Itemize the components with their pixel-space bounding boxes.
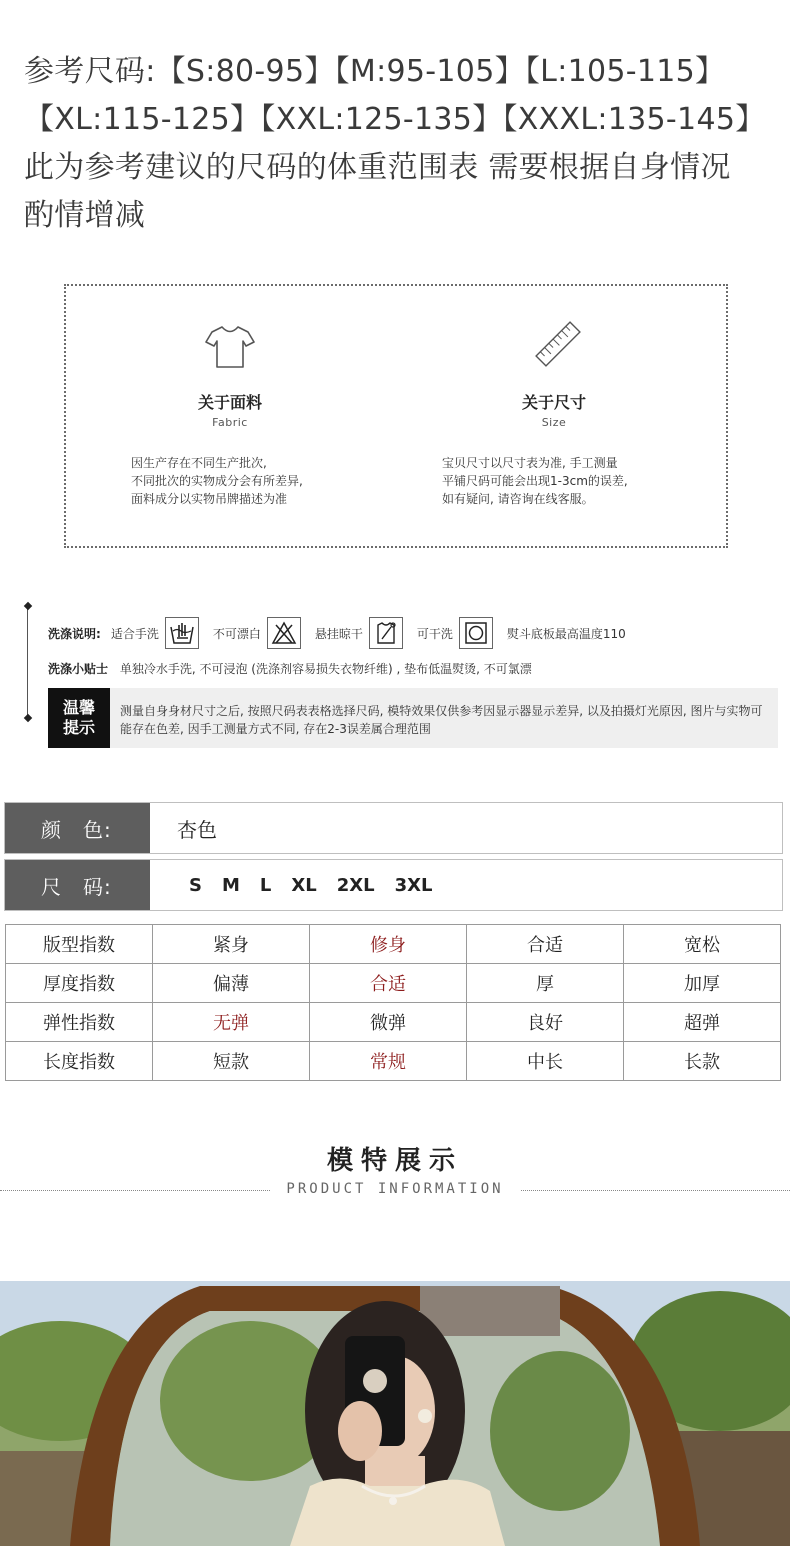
size-option: 2XL xyxy=(336,874,375,896)
diamond-icon xyxy=(24,602,32,610)
size-description xyxy=(442,454,628,508)
index-table xyxy=(5,924,781,1081)
index-option: 长款 xyxy=(624,1042,781,1081)
wash-tips xyxy=(48,660,532,677)
index-option: 微弹 xyxy=(310,1003,467,1042)
table-row xyxy=(6,925,781,964)
index-option: 加厚 xyxy=(624,964,781,1003)
hand-wash-icon xyxy=(165,617,199,649)
warm-tip-text: 测量自身身材尺寸之后, 按照尺码表表格选择尺码, 模特效果仅供参考因显示器显示差异, 以及拍摄灯光原因, 图片与实物可能存在色差, 因手工测量方式不同, 存在2-3误差属合理范围 xyxy=(120,704,763,736)
section-title: 模特展示 xyxy=(326,1146,463,1176)
wash-divider xyxy=(27,606,28,718)
size-row xyxy=(4,859,783,911)
size-values xyxy=(189,860,452,910)
iron-temperature: 熨斗底板最高温度110 xyxy=(506,626,626,641)
tshirt-icon xyxy=(204,324,256,370)
size-key: 尺 码: xyxy=(5,860,150,910)
index-table-body xyxy=(6,925,781,1081)
info-box xyxy=(64,284,728,548)
index-option: 紧身 xyxy=(153,925,310,964)
size-option: M xyxy=(221,874,240,896)
color-value: 杏色 xyxy=(177,817,217,842)
color-key: 颜 色: xyxy=(5,803,150,853)
index-key: 长度指数 xyxy=(6,1042,153,1081)
wash-instructions xyxy=(48,616,632,650)
wash-item-label: 适合手洗 xyxy=(110,626,159,641)
index-key: 厚度指数 xyxy=(6,964,153,1003)
fabric-title: 关于面料 xyxy=(197,393,262,412)
index-option-selected: 修身 xyxy=(310,925,467,964)
dry-clean-icon xyxy=(459,617,493,649)
index-option: 中长 xyxy=(467,1042,624,1081)
warm-tip-label-line: 提示 xyxy=(62,718,95,737)
index-key: 弹性指数 xyxy=(6,1003,153,1042)
index-option: 短款 xyxy=(153,1042,310,1081)
index-option: 偏薄 xyxy=(153,964,310,1003)
size-reference xyxy=(24,48,774,240)
index-option-selected: 合适 xyxy=(310,964,467,1003)
size-reference-note: 酌情增减 xyxy=(24,198,146,233)
index-key: 版型指数 xyxy=(6,925,153,964)
wash-item-label: 不可漂白 xyxy=(212,626,261,641)
index-option-selected: 无弹 xyxy=(153,1003,310,1042)
fabric-description xyxy=(131,454,303,508)
model-photo-image xyxy=(0,1281,790,1546)
table-row xyxy=(6,964,781,1003)
index-option: 合适 xyxy=(467,925,624,964)
wash-tips-label: 洗涤小贴士 xyxy=(48,662,109,676)
wash-label: 洗涤说明: xyxy=(48,626,101,641)
table-row xyxy=(6,1042,781,1081)
size-reference-line: 参考尺码:【S:80-95】【M:95-105】【L:105-115】 xyxy=(24,54,726,89)
index-option: 良好 xyxy=(467,1003,624,1042)
wash-tips-text: 单独冷水手洗, 不可浸泡 (洗涤剂容易损失衣物纤维) , 垫布低温熨烫, 不可氯漂 xyxy=(119,662,532,676)
hang-dry-icon xyxy=(369,617,403,649)
wash-item-label: 悬挂晾干 xyxy=(314,626,363,641)
fabric-line: 因生产存在不同生产批次, xyxy=(131,456,267,470)
size-line: 平铺尺码可能会出现1-3cm的误差, xyxy=(442,474,628,488)
warm-tip-label xyxy=(48,688,110,748)
warm-tip xyxy=(48,688,778,748)
no-bleach-icon xyxy=(267,617,301,649)
size-option: L xyxy=(259,874,272,896)
index-option: 宽松 xyxy=(624,925,781,964)
table-row xyxy=(6,1003,781,1042)
size-subtitle: Size xyxy=(541,416,567,429)
fabric-line: 面料成分以实物吊牌描述为准 xyxy=(131,492,288,506)
size-reference-note: 此为参考建议的尺码的体重范围表 需要根据自身情况 xyxy=(24,150,731,185)
index-option: 超弹 xyxy=(624,1003,781,1042)
wash-item-label: 可干洗 xyxy=(416,626,453,641)
diamond-icon xyxy=(24,714,32,722)
size-option: 3XL xyxy=(394,874,433,896)
index-option-selected: 常规 xyxy=(310,1042,467,1081)
size-option: S xyxy=(189,874,202,896)
fabric-subtitle: Fabric xyxy=(212,416,248,429)
size-option: XL xyxy=(291,874,317,896)
fabric-line: 不同批次的实物成分会有所差异, xyxy=(131,474,303,488)
color-row xyxy=(4,802,783,854)
size-title: 关于尺寸 xyxy=(521,393,586,412)
size-line: 宝贝尺寸以尺寸表为准, 手工测量 xyxy=(442,456,618,470)
index-option: 厚 xyxy=(467,964,624,1003)
model-photo xyxy=(0,1281,790,1546)
warm-tip-label-line: 温馨 xyxy=(62,698,95,717)
ruler-icon xyxy=(532,318,584,370)
size-line: 如有疑问, 请咨询在线客服。 xyxy=(442,492,594,506)
section-subtitle: PRODUCT INFORMATION xyxy=(270,1181,520,1197)
size-reference-line: 【XL:115-125】【XXL:125-135】【XXXL:135-145】 xyxy=(24,102,766,137)
